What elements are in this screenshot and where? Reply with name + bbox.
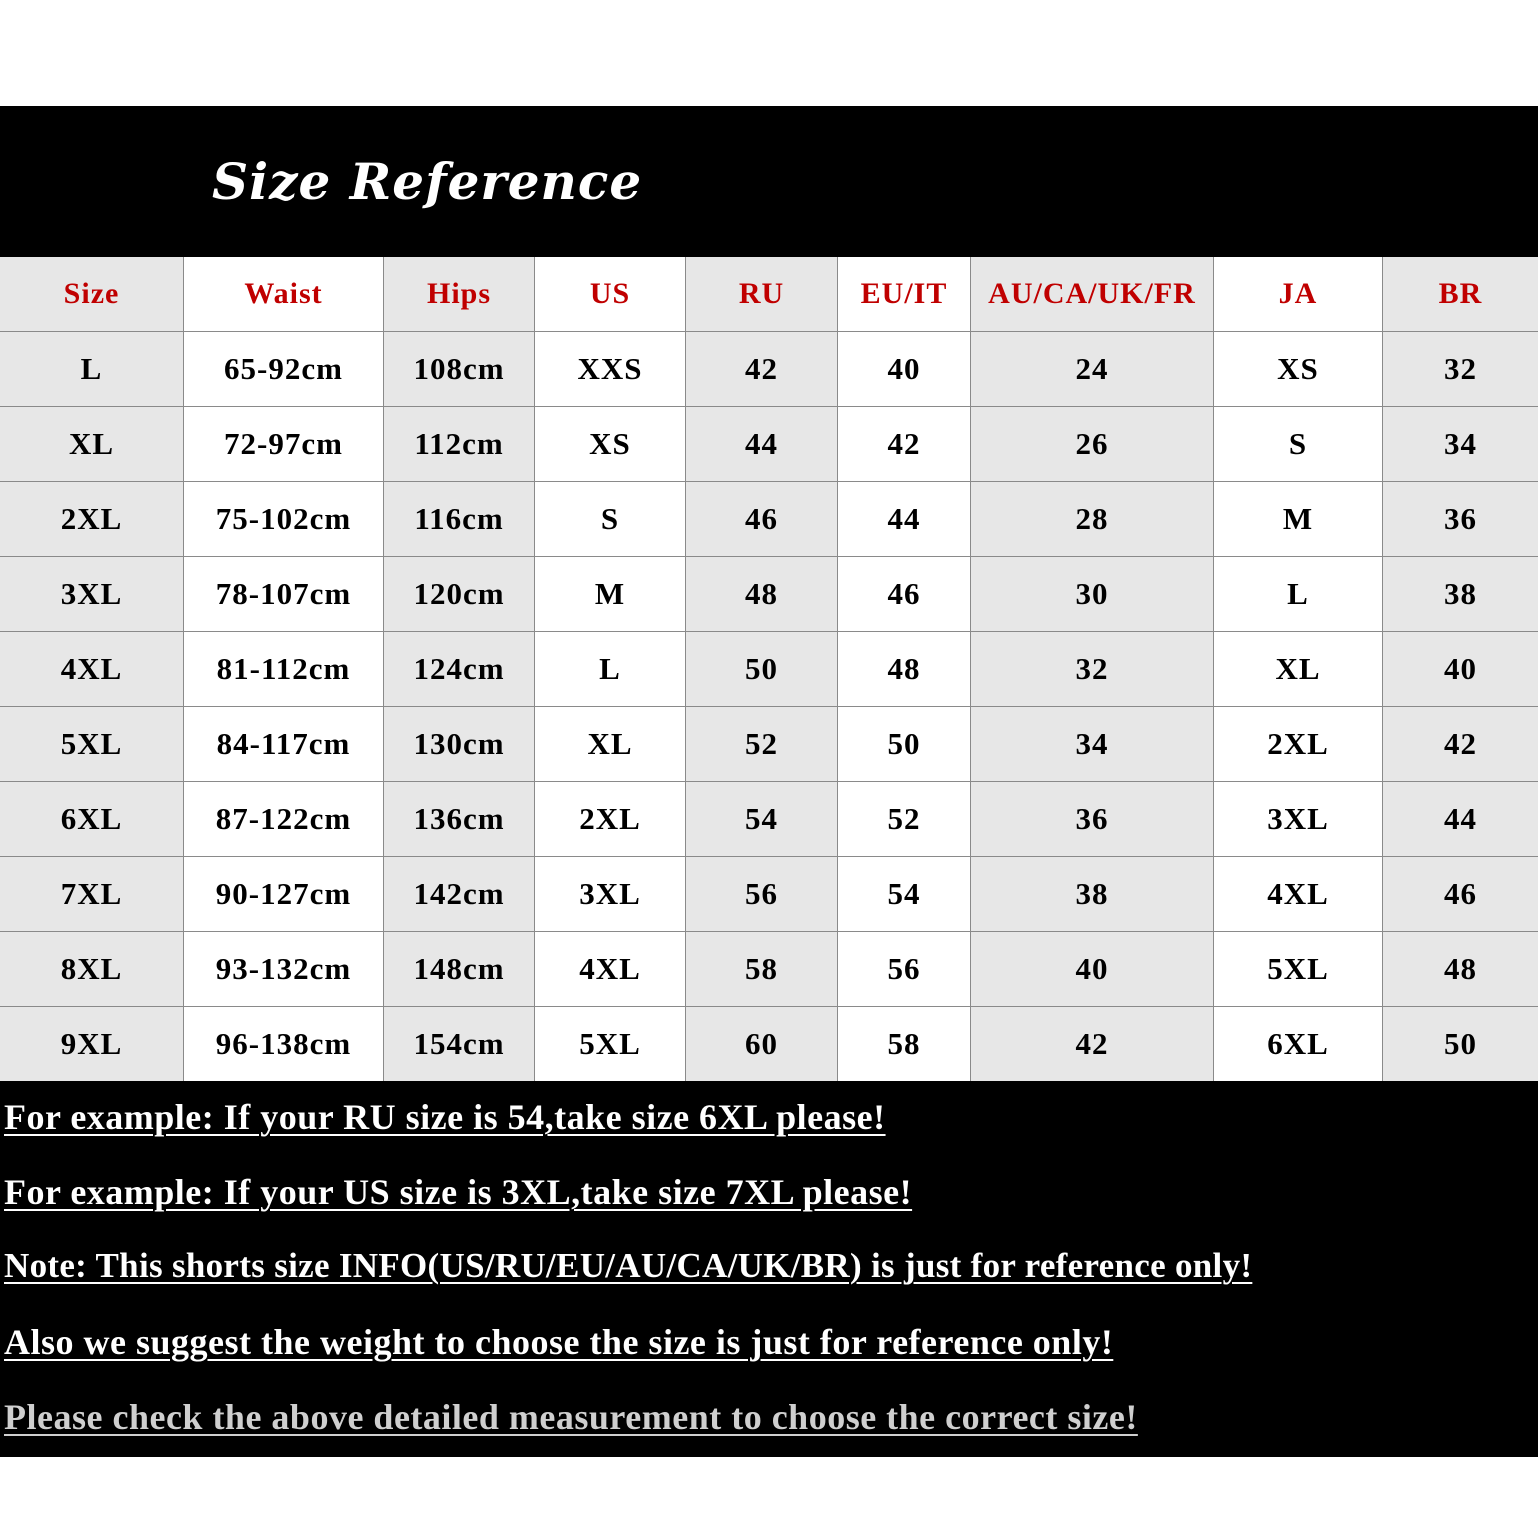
cell-ru: 58 [686,932,838,1007]
cell-us: 5XL [535,1007,686,1081]
note-weight: Also we suggest the weight to choose the size is just for reference only! [4,1322,1114,1362]
header-hips: Hips [384,257,535,332]
cell-br: 36 [1383,482,1538,557]
header-ru: RU [686,257,838,332]
cell-br: 38 [1383,557,1538,632]
table-row [0,857,1538,932]
cell-hips: 124cm [384,632,535,707]
table-row [0,707,1538,782]
cell-ru: 48 [686,557,838,632]
cell-us: M [535,557,686,632]
cell-size: 4XL [0,632,184,707]
note-example-ru: For example: If your RU size is 54,take size 6XL please! [4,1097,886,1137]
cell-hips: 136cm [384,782,535,857]
cell-ja: 3XL [1214,782,1383,857]
table-row [0,482,1538,557]
cell-au-ca-uk-fr: 32 [971,632,1214,707]
cell-waist: 65-92cm [184,332,384,407]
cell-ru: 52 [686,707,838,782]
cell-eu-it: 56 [838,932,971,1007]
cell-ru: 46 [686,482,838,557]
cell-hips: 148cm [384,932,535,1007]
cell-waist: 78-107cm [184,557,384,632]
cell-waist: 93-132cm [184,932,384,1007]
cell-waist: 72-97cm [184,407,384,482]
cell-ja: M [1214,482,1383,557]
cell-au-ca-uk-fr: 28 [971,482,1214,557]
cell-hips: 120cm [384,557,535,632]
cell-eu-it: 40 [838,332,971,407]
size-table [0,257,1538,1081]
cell-br: 50 [1383,1007,1538,1081]
cell-eu-it: 42 [838,407,971,482]
cell-br: 46 [1383,857,1538,932]
header-ja: JA [1214,257,1383,332]
table-row [0,782,1538,857]
cell-us: 2XL [535,782,686,857]
cell-waist: 81-112cm [184,632,384,707]
cell-au-ca-uk-fr: 38 [971,857,1214,932]
table-row [0,932,1538,1007]
cell-waist: 75-102cm [184,482,384,557]
cell-us: L [535,632,686,707]
cell-us: XXS [535,332,686,407]
cell-hips: 112cm [384,407,535,482]
cell-ru: 44 [686,407,838,482]
cell-au-ca-uk-fr: 26 [971,407,1214,482]
page-title: Size Reference [212,152,643,211]
cell-ru: 50 [686,632,838,707]
header-us: US [535,257,686,332]
cell-br: 42 [1383,707,1538,782]
cell-ja: L [1214,557,1383,632]
note-check-measurement: Please check the above detailed measurement to choose the correct size! [4,1397,1138,1437]
cell-size: XL [0,407,184,482]
cell-ru: 56 [686,857,838,932]
cell-eu-it: 54 [838,857,971,932]
cell-ja: XL [1214,632,1383,707]
cell-us: 3XL [535,857,686,932]
cell-eu-it: 52 [838,782,971,857]
cell-eu-it: 58 [838,1007,971,1081]
cell-au-ca-uk-fr: 34 [971,707,1214,782]
cell-eu-it: 46 [838,557,971,632]
cell-au-ca-uk-fr: 42 [971,1007,1214,1081]
cell-hips: 142cm [384,857,535,932]
cell-size: 8XL [0,932,184,1007]
header-br: BR [1383,257,1538,332]
table-row [0,407,1538,482]
table-row [0,557,1538,632]
header-size: Size [0,257,184,332]
cell-au-ca-uk-fr: 40 [971,932,1214,1007]
cell-ja: 6XL [1214,1007,1383,1081]
cell-size: 7XL [0,857,184,932]
cell-br: 34 [1383,407,1538,482]
cell-au-ca-uk-fr: 30 [971,557,1214,632]
header-waist: Waist [184,257,384,332]
header-au-ca-uk-fr: AU/CA/UK/FR [971,257,1214,332]
cell-ru: 54 [686,782,838,857]
cell-size: 6XL [0,782,184,857]
cell-ja: XS [1214,332,1383,407]
cell-waist: 90-127cm [184,857,384,932]
cell-ja: 5XL [1214,932,1383,1007]
cell-eu-it: 50 [838,707,971,782]
table-row [0,332,1538,407]
cell-hips: 130cm [384,707,535,782]
cell-waist: 84-117cm [184,707,384,782]
table-body [0,332,1538,1081]
cell-au-ca-uk-fr: 36 [971,782,1214,857]
cell-hips: 154cm [384,1007,535,1081]
cell-au-ca-uk-fr: 24 [971,332,1214,407]
note-example-us: For example: If your US size is 3XL,take size 7XL please! [4,1172,913,1212]
cell-waist: 87-122cm [184,782,384,857]
cell-ja: S [1214,407,1383,482]
cell-eu-it: 48 [838,632,971,707]
cell-size: 5XL [0,707,184,782]
cell-ru: 42 [686,332,838,407]
table-row [0,1007,1538,1081]
cell-us: 4XL [535,932,686,1007]
header-eu-it: EU/IT [838,257,971,332]
cell-ru: 60 [686,1007,838,1081]
table-header-row [0,257,1538,332]
cell-hips: 116cm [384,482,535,557]
note-reference: Note: This shorts size INFO(US/RU/EU/AU/CA/UK/BR) is just for reference only! [4,1246,1253,1285]
cell-size: L [0,332,184,407]
cell-ja: 2XL [1214,707,1383,782]
cell-us: XS [535,407,686,482]
cell-br: 40 [1383,632,1538,707]
cell-us: XL [535,707,686,782]
cell-ja: 4XL [1214,857,1383,932]
cell-hips: 108cm [384,332,535,407]
cell-size: 9XL [0,1007,184,1081]
table-row [0,632,1538,707]
cell-br: 32 [1383,332,1538,407]
cell-br: 44 [1383,782,1538,857]
cell-size: 2XL [0,482,184,557]
cell-us: S [535,482,686,557]
cell-waist: 96-138cm [184,1007,384,1081]
cell-eu-it: 44 [838,482,971,557]
cell-size: 3XL [0,557,184,632]
cell-br: 48 [1383,932,1538,1007]
